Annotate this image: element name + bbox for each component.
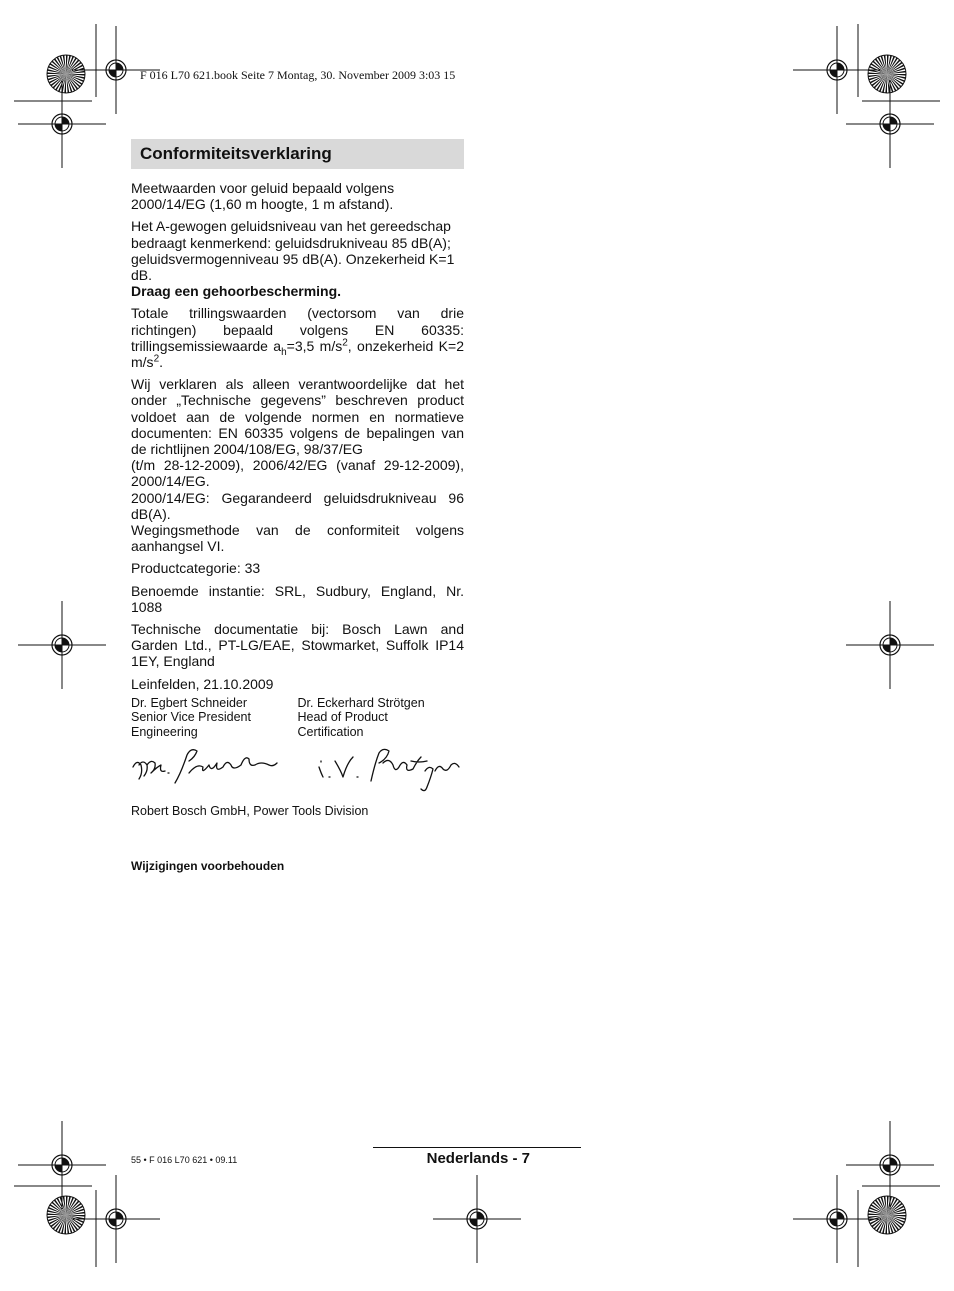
- signatures: [131, 743, 464, 801]
- signer-dept: Certification: [297, 724, 364, 739]
- signer-dept: Engineering: [131, 724, 198, 739]
- signers: [131, 696, 464, 740]
- vibration-text-a: Totale trillingswaarden (vectorsom van drie richtingen) bepaald volgens EN 60335: trillingsemissiewaarde a: [131, 305, 464, 354]
- vibration-text-d: .: [159, 354, 164, 371]
- book-header: F 016 L70 621.book Seite 7 Montag, 30. November 2009 3:03 15: [140, 68, 456, 82]
- signature-right: [319, 757, 358, 777]
- vibration-superscript-2: 2: [153, 353, 160, 365]
- signature-left: [133, 762, 169, 780]
- footer-document-code: 55 • F 016 L70 621 • 09.11: [131, 1155, 238, 1165]
- paragraph-technical-documentation: Technische documentatie bij: Bosch Lawn and Garden Ltd., PT-LG/EAE, Stowmarket, Suffolk IP14 1EY, England: [131, 621, 464, 670]
- section-title: Conformiteitsverklaring: [140, 144, 332, 163]
- signer-right: [298, 696, 465, 740]
- vibration-text-b: =3,5 m/s: [286, 337, 343, 354]
- handwritten-signatures: [131, 743, 464, 801]
- paragraph-declaration: Wij verklaren als alleen verantwoordelijke dat het onder „Technische gegevens” beschreven product voldoet aan de volgende normen en normatieve documenten: EN 60335 volgens de bepalingen van de richtlijnen 2004/108/EG, 98/37/EG: [131, 376, 464, 458]
- vibration-subscript: h: [281, 346, 287, 358]
- company-name: Robert Bosch GmbH, Power Tools Division: [131, 804, 369, 819]
- signer-role: Senior Vice President: [131, 710, 251, 725]
- footer-rule: [373, 1147, 581, 1148]
- paragraph-guaranteed-level: 2000/14/EG: Gegarandeerd geluidsdrukniveau 96 dB(A).: [131, 489, 464, 522]
- signature-right-name: [371, 750, 459, 791]
- changes-reserved-note: Wijzigingen voorbehouden: [131, 859, 285, 873]
- footer-language-page: Nederlands - 7: [426, 1150, 530, 1167]
- signer-left: [131, 696, 298, 740]
- signer-name: Dr. Egbert Schneider: [131, 695, 248, 710]
- paragraph-conformity-method: Wegingsmethode van de conformiteit volgens aanhangsel VI.: [131, 522, 464, 555]
- paragraph-product-category: Productcategorie: 33: [131, 560, 261, 577]
- paragraph-hearing-protection: Draag een gehoorbescherming.: [131, 283, 342, 300]
- paragraph-noise-level: Het A-gewogen geluidsniveau van het gereedschap bedraagt kenmerkend: geluidsdrukniveau 85 dB(A); geluidsvermogenniveau 95 dB(A). Onzekerheid K=1 dB.: [131, 218, 455, 284]
- paragraph-directive-dates: (t/m 28-12-2009), 2006/42/EG (vanaf 29-12-2009), 2000/14/EG.: [131, 457, 464, 490]
- signer-role: Head of Product: [297, 710, 388, 725]
- signature-left-name: [175, 750, 277, 783]
- declaration-body: [131, 180, 464, 820]
- paragraph-place-date: Leinfelden, 21.10.2009: [131, 675, 274, 692]
- vibration-text-c: , onzekerheid K=2 m/s: [131, 337, 464, 371]
- paragraph-noise-measurement: Meetwaarden voor geluid bepaald volgens 2000/14/EG (1,60 m hoogte, 1 m afstand).: [131, 180, 395, 213]
- vibration-superscript-1: 2: [342, 337, 348, 349]
- signer-name: Dr. Eckerhard Strötgen: [297, 695, 425, 710]
- paragraph-vibration: [131, 305, 464, 370]
- section-header-bar: [131, 139, 464, 169]
- paragraph-notified-body: Benoemde instantie: SRL, Sudbury, England, Nr. 1088: [131, 582, 464, 615]
